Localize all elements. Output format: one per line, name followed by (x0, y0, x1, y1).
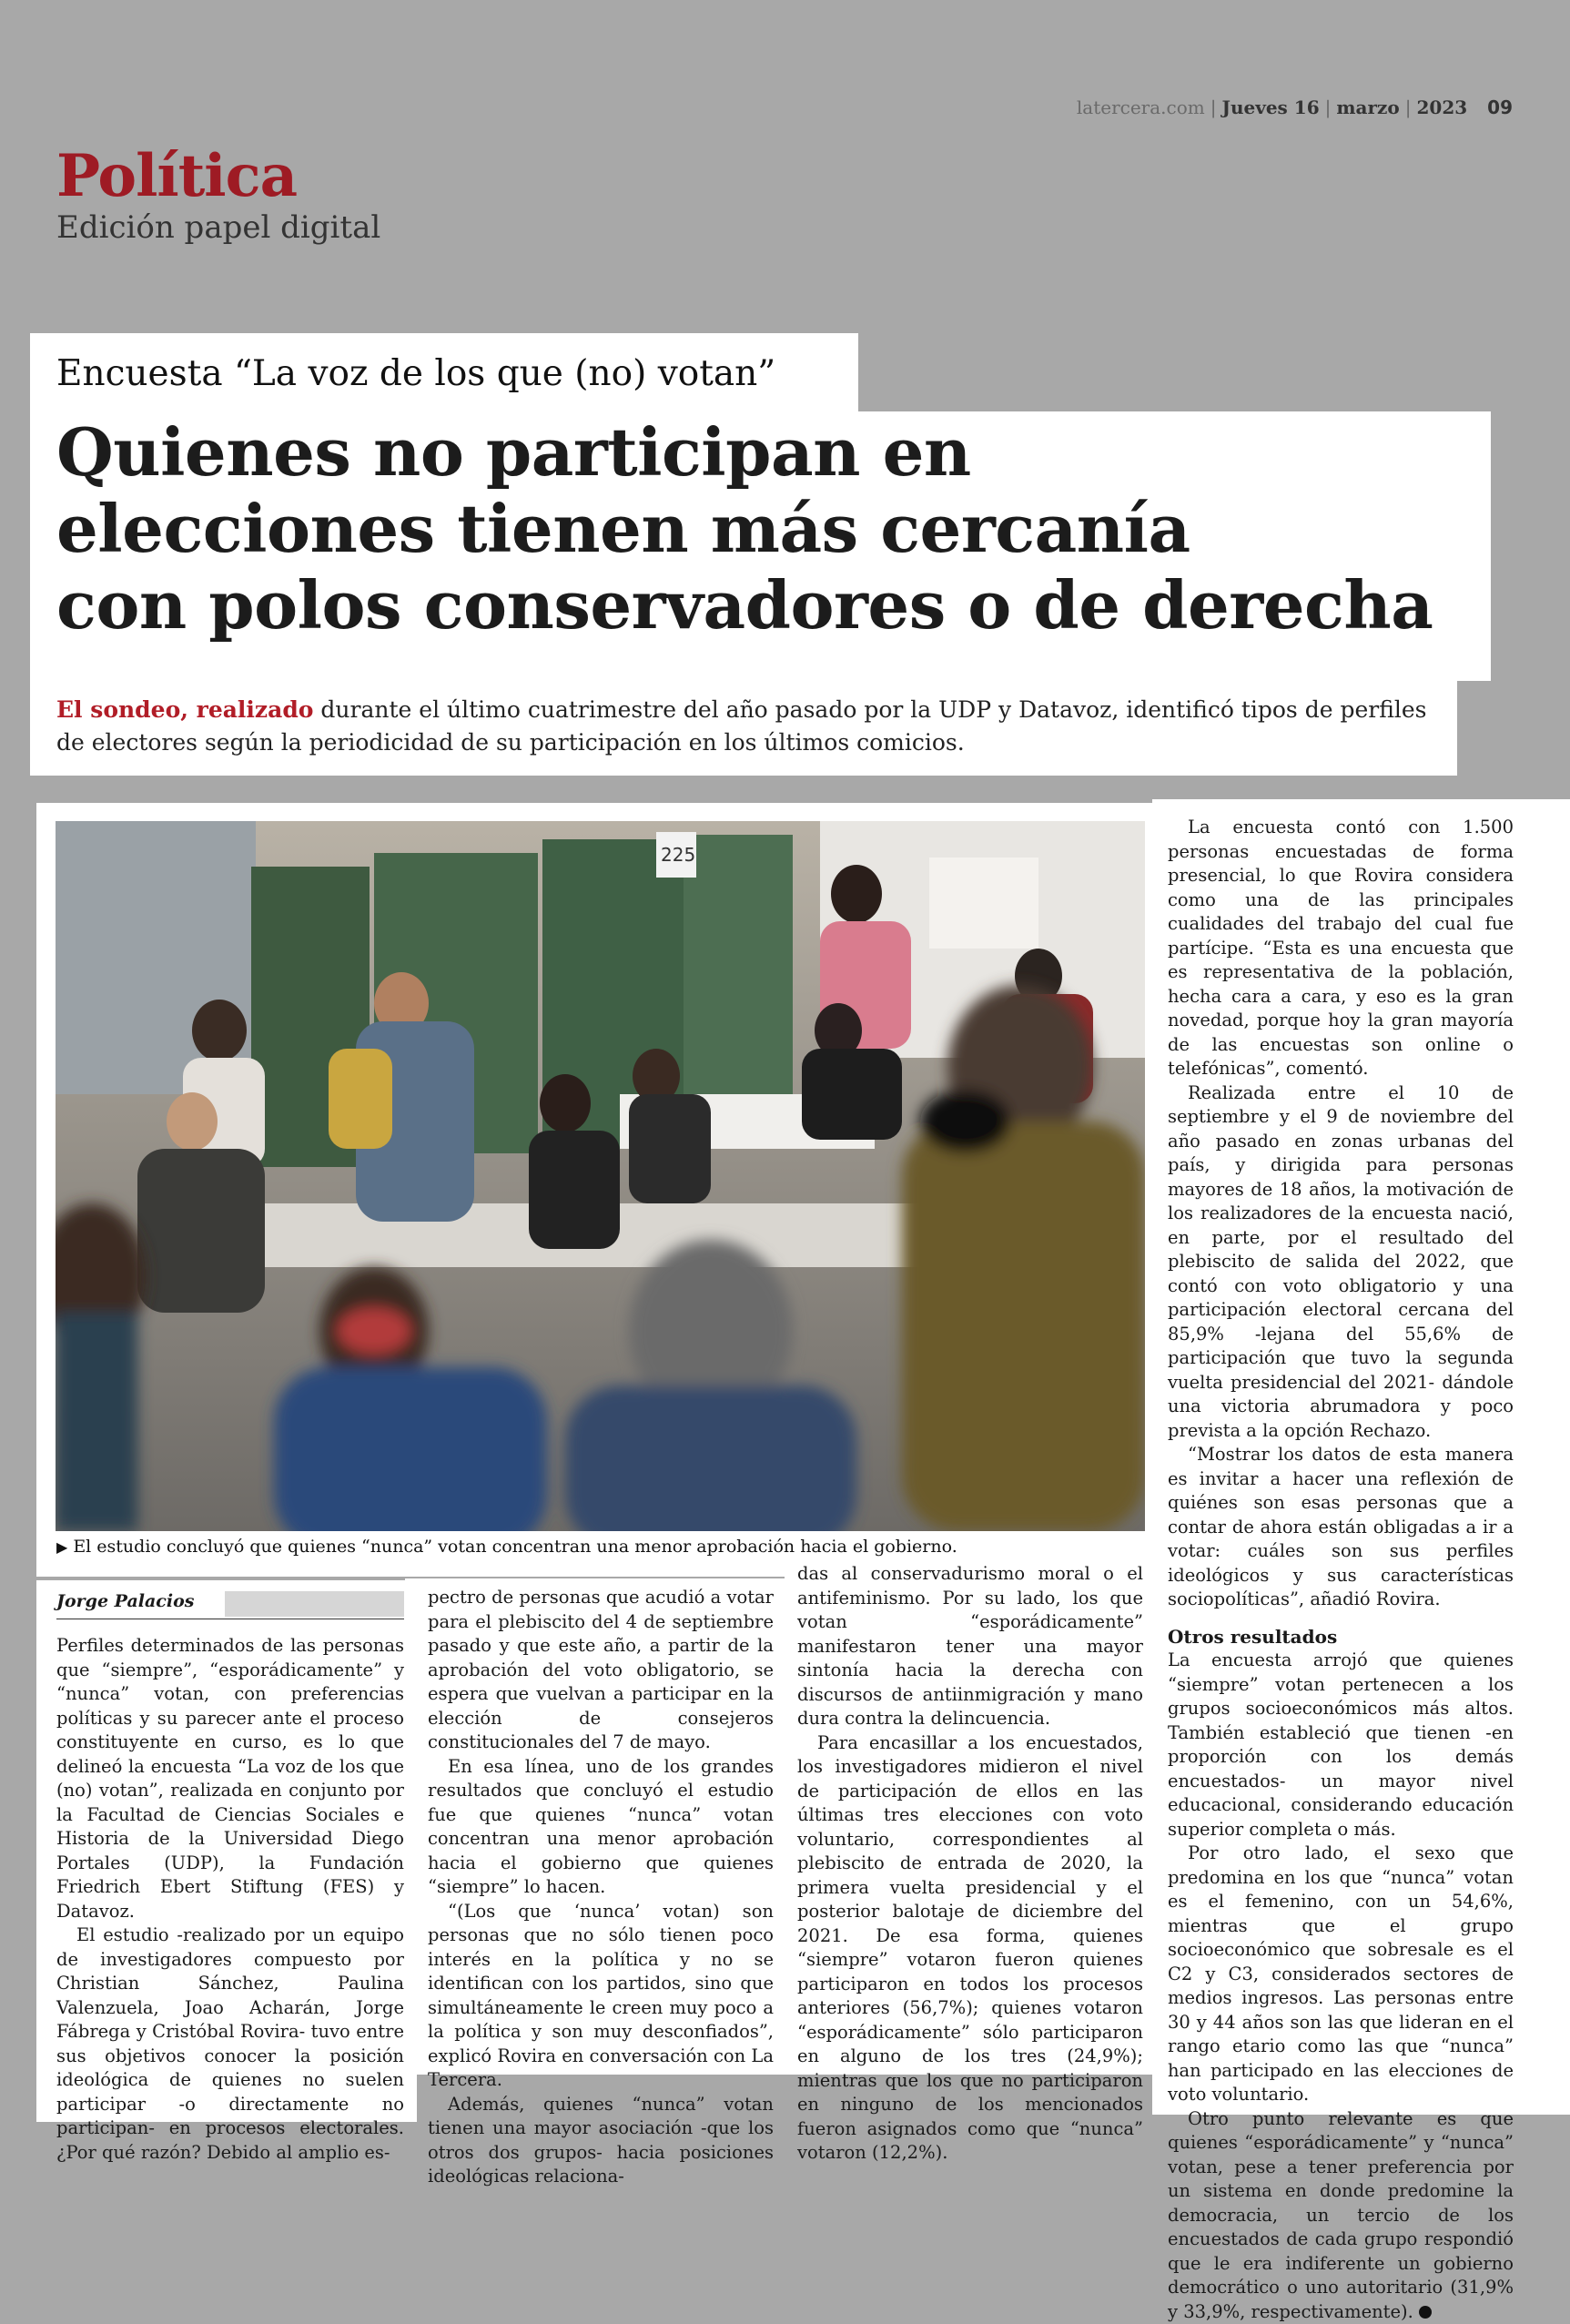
section-subtitle: Edición papel digital (56, 209, 380, 246)
paragraph: Perfiles determinados de las personas que “siempre”, “esporádicamente” y “nunca” votan, con preferencias políticas y su parecer ante el proceso constituyente en curso, es lo que delineó la encuesta “La voz de los que (no) votan”, realizada en conjunto por la Facultad de Ciencias Sociales e Historia de la Universidad Diego Portales (UDP), la Fundación Friedrich Ebert Stiftung (FES) y Datavoz. (56, 1634, 404, 1923)
article-deck (56, 694, 1440, 759)
paragraph-text: Otro punto relevante es que quienes “esporádicamente” y “nunca” votan, pese a tener preferencia por un sistema en donde predomine la democracia, un tercio de los encuestados de cada grupo respondió que le era indiferente un gobierno democrático o uno autoritario (31,9% y 33,9%, respectivamente). (1168, 2108, 1514, 2322)
paragraph: “Mostrar los datos de esta manera es invitar a hacer una reflexión de quiénes son esas personas que a contar de ahora están obligadas a ir a votar: cuáles son sus perfiles ideológicos y sus características sociopolíticas”, añadió Rovira. (1168, 1443, 1514, 1612)
date-year: 2023 (1416, 96, 1467, 118)
paragraph: El estudio -realizado por un equipo de investigadores compuesto por Christian Sánchez, Paulina Valenzuela, Joao Acharán, Jorge Fábrega y Cristóbal Rovira- tuvo entre sus objetivos conocer la posición ideológica de quienes no suelen participar -o directamente no participan- en procesos electorales. ¿Por qué razón? Debido al amplio es- (56, 1923, 404, 2165)
end-mark-icon (1419, 2306, 1432, 2319)
article-column-2 (428, 1586, 774, 2189)
paragraph: Por otro lado, el sexo que predomina en los que “nunca” votan es el femenino, con un 54,6%, mientras que el grupo socioeconómico que sobresale es el C2 y C3, considerados sectores de medios ingresos. Las personas entre 30 y 44 años son las que lideran en el rango etario como las que “nunca” han participado en las elecciones de voto voluntario. (1168, 1842, 1514, 2107)
photo-caption (56, 1537, 1140, 1557)
page-header: latercera.com | Jueves 16 | marzo | 2023 09 (1077, 96, 1513, 118)
voting-scene-illustration (56, 821, 1145, 1531)
booth-number-sign: 225 (661, 844, 695, 866)
paragraph: “(Los que ‘nunca’ votan) son personas que no sólo tienen poco interés en la política y no se identifican con los partidos, sino que simultáneamente le creen muy poco a la política y son muy desconfiados”, explicó Rovira en conversación con La Tercera. (428, 1900, 774, 2093)
paragraph: Además, quienes “nunca” votan tienen una mayor asociación -que los otros dos grupos- hacia posiciones ideológicas relaciona- (428, 2093, 774, 2189)
date-day: Jueves 16 (1221, 96, 1319, 118)
headline-line: elecciones tienen más cercanía (56, 491, 1476, 567)
section-title: Política (56, 142, 297, 210)
article-headline (56, 414, 1476, 644)
caption-text: El estudio concluyó que quienes “nunca” votan concentran una menor aprobación hacia el gobierno. (73, 1537, 957, 1557)
subheading: Otros resultados (1168, 1625, 1514, 1649)
paragraph (1168, 2107, 1514, 2324)
paragraph: Realizada entre el 10 de septiembre y el 9 de noviembre del año pasado en zonas urbanas del país, y dirigida para personas mayores de 18 años, la motivación de los realizadores de la encuesta nació, en parte, por el resultado del plebiscito de salida del 2022, que contó con voto obligatorio y una participación electoral cercana del 85,9% -lejana del 55,6% de participación que tuvo la segunda vuelta presidencial del 2021- dándole una victoria abrumadora y poco prevista a la opción Rechazo. (1168, 1081, 1514, 1444)
article-kicker: Encuesta “La voz de los que (no) votan” (56, 353, 775, 394)
article-column-3 (797, 1562, 1143, 2166)
article-photo (56, 821, 1145, 1531)
page-number: 09 (1487, 96, 1513, 118)
paragraph: das al conservadurismo moral o el antifeminismo. Por su lado, los que votan “esporádicamente” manifestaron tener una mayor sintonía hacia la derecha con discursos de antiinmigración y mano dura contra la delincuencia. (797, 1562, 1143, 1731)
headline-line: con polos conservadores o de derecha (56, 567, 1476, 644)
site-name: latercera.com (1077, 96, 1205, 118)
date-month: marzo (1336, 96, 1399, 118)
paragraph: La encuesta contó con 1.500 personas encuestadas de forma presencial, lo que Rovira considera como una de las principales cualidades del trabajo del cual fue partícipe. “Esta es una encuesta que es representativa de la población, hecha cara a cara, y eso es la gran novedad, porque hoy la gran mayoría de las encuestas son online o telefónicas”, comentó. (1168, 816, 1514, 1081)
article-column-4 (1168, 816, 1514, 2324)
deck-text: durante el último cuatrimestre del año pasado por la UDP y Datavoz, identificó tipos de perfiles de electores según la periodicidad de su participación en los últimos comicios. (56, 696, 1426, 756)
article-column-1 (56, 1634, 404, 2165)
headline-line: Quienes no participan en (56, 414, 1476, 491)
paragraph: pectro de personas que acudió a votar para el plebiscito del 4 de septiembre pasado y que este año, a partir de la aprobación del voto obligatorio, se espera que vuelvan a participar en la elección de consejeros constitucionales del 7 de mayo. (428, 1586, 774, 1755)
paragraph: En esa línea, uno de los grandes resultados que concluyó el estudio fue que quienes “nunca” votan concentran una menor aprobación hacia el gobierno que quienes “siempre” lo hacen. (428, 1755, 774, 1900)
caption-arrow-icon: ▶ (56, 1538, 67, 1556)
byline: Jorge Palacios (56, 1591, 194, 1611)
paragraph: Para encasillar a los encuestados, los investigadores midieron el nivel de participación de ellos en las últimas tres elecciones con voto voluntario, correspondientes al plebiscito de entrada de 2020, la primera vuelta presidencial y el posterior balotaje de diciembre del 2021. De esa forma, quienes “siempre” votaron fueron quienes participaron en todos los procesos anteriores (56,7%); quienes votaron “esporádicamente” sólo participaron en alguno de los tres (24,9%); mientras que los que no participaron en ninguno de los mencionados fueron asignados como que “nunca” votaron (12,2%). (797, 1731, 1143, 2166)
paragraph: La encuesta arrojó que quienes “siempre” votan pertenecen a los grupos socioeconómicos más altos. También estableció que tienen -en proporción con los demás encuestados- un mayor nivel educacional, considerando educación superior completa o más. (1168, 1649, 1514, 1842)
deck-lead: El sondeo, realizado (56, 696, 313, 723)
byline-row (56, 1591, 404, 1619)
byline-rule (225, 1591, 404, 1617)
